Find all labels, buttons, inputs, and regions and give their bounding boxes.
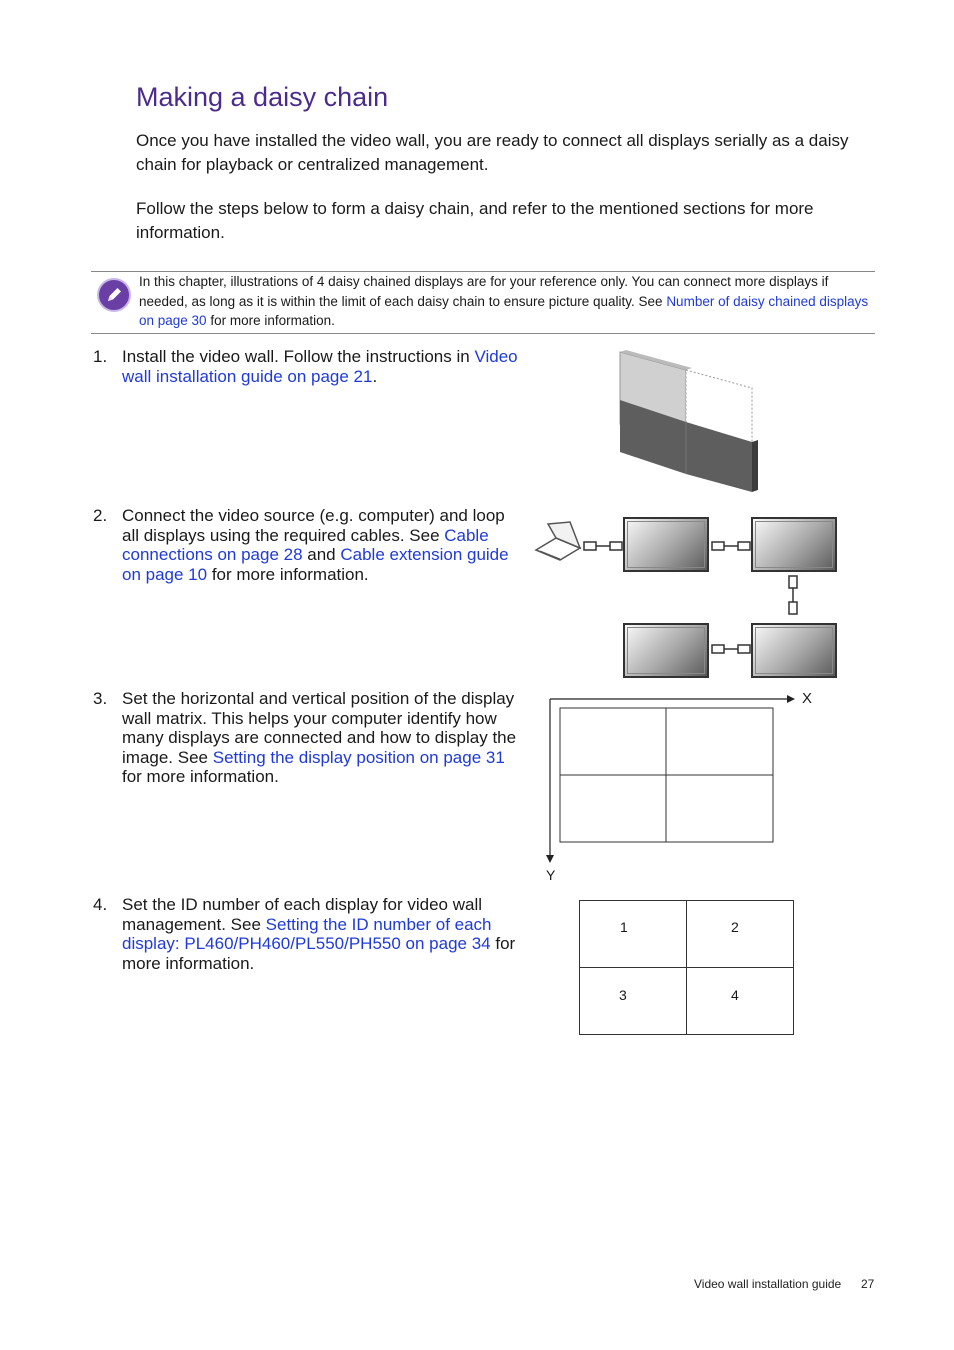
display-4 (751, 623, 837, 678)
display-2 (751, 517, 837, 572)
id-number: 2 (731, 919, 739, 935)
step-number: 2. (93, 506, 108, 525)
footer-section-title: Video wall installation guide (694, 1277, 842, 1291)
x-axis-label: X (802, 690, 813, 707)
step-number: 1. (93, 347, 108, 366)
page-title: Making a daisy chain (136, 82, 389, 112)
step-1-link[interactable]: Video wall installation guide on page 21 (122, 347, 518, 386)
step-number: 4. (93, 895, 108, 914)
laptop-icon (534, 520, 586, 564)
id-number: 3 (619, 987, 627, 1003)
id-cell (579, 900, 687, 968)
intro-paragraph-2: Follow the steps below to form a daisy chain, and refer to the mentioned sections for more information. (136, 199, 814, 242)
page-number: 27 (861, 1277, 875, 1291)
step-2-link-1[interactable]: Cable connections on page 28 (122, 525, 489, 564)
pencil-icon (97, 278, 131, 312)
position-matrix-diagram (543, 692, 803, 867)
id-number: 1 (620, 919, 628, 935)
display-1 (623, 517, 709, 572)
id-cell (686, 967, 794, 1035)
video-wall-illustration (612, 348, 758, 498)
step-2-link-2[interactable]: Cable extension guide on page 10 (122, 545, 509, 584)
display-3 (623, 623, 709, 678)
id-number: 4 (731, 987, 739, 1003)
cable-connector-icon (711, 643, 751, 655)
id-cell (686, 900, 794, 968)
step-4-link[interactable]: Setting the ID number of each display: PL460/PH460/PL550/PH550 on page 34 (122, 914, 492, 953)
cable-connector-icon (711, 540, 751, 552)
note-text: In this chapter, illustrations of 4 daisy chained displays are for your reference only. You can connect more displays if needed, as long as it is within the limit of each daisy chain to ensure picture quality. See Number of daisy chained displays on page 30 for more information. (139, 274, 869, 328)
intro-paragraph-1: Once you have installed the video wall, you are ready to connect all displays serially as a daisy chain for playback or centralized management. (136, 131, 849, 174)
id-cell (579, 967, 687, 1035)
y-axis-label: Y (546, 867, 556, 883)
note-link[interactable]: Number of daisy chained displays on page 30 (139, 293, 869, 328)
step-3-link[interactable]: Setting the display position on page 31 (212, 747, 505, 767)
step-number: 3. (93, 689, 108, 708)
note-box (91, 271, 875, 334)
cable-connector-icon (583, 540, 623, 552)
cable-connector-icon (787, 575, 799, 615)
